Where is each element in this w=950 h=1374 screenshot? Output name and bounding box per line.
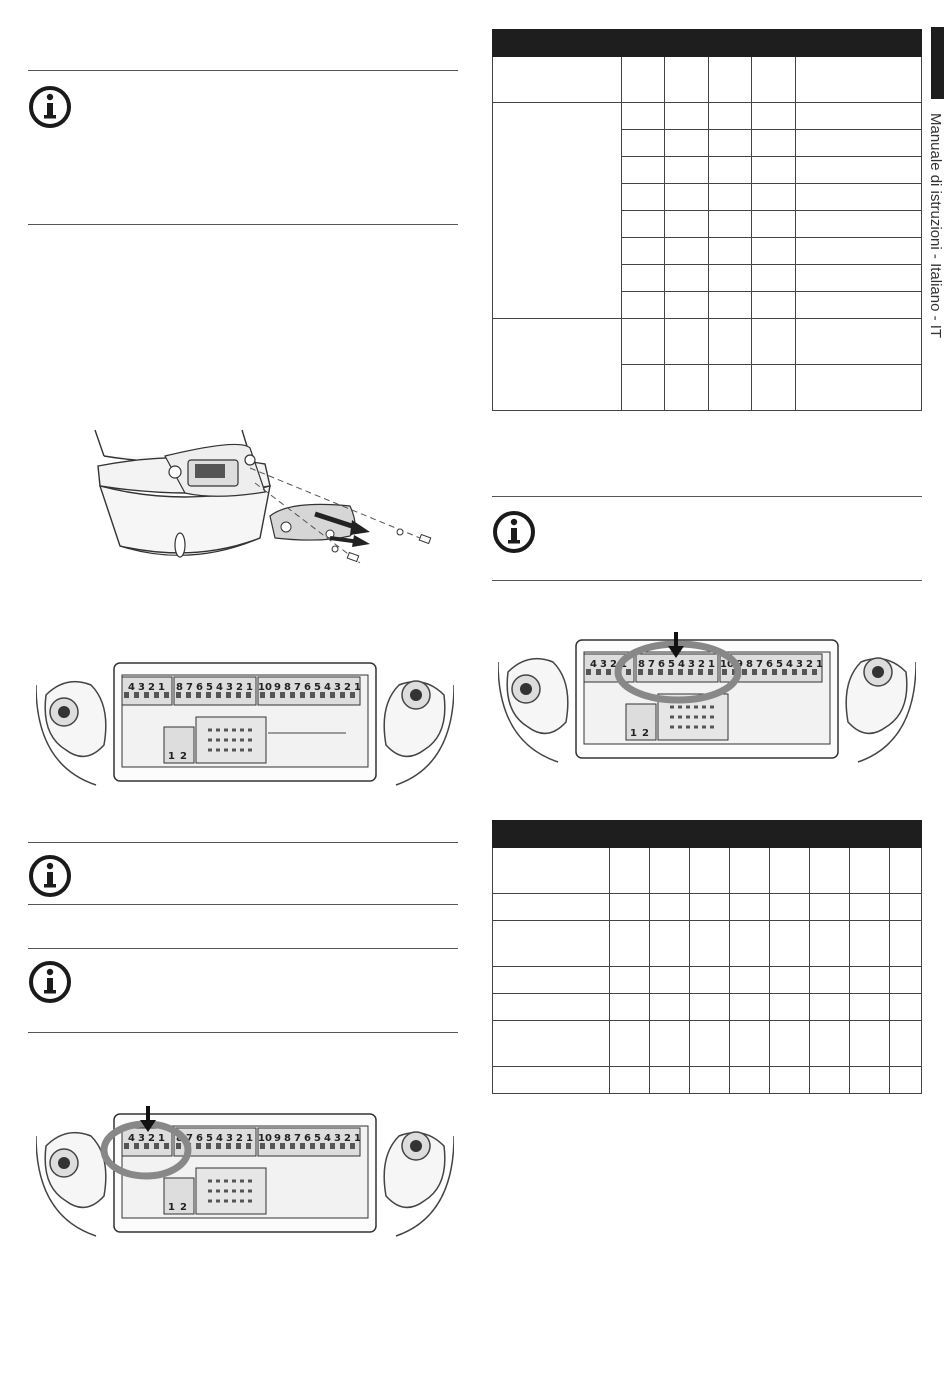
svg-text:8: 8 [638,659,645,670]
svg-text:3: 3 [334,1133,341,1144]
divider [28,1032,458,1033]
connector-board-highlight-sw4-illustration [36,1104,454,1246]
svg-text:5: 5 [776,659,783,670]
svg-text:1: 1 [168,1202,175,1213]
svg-text:7: 7 [186,682,193,693]
svg-text:6: 6 [304,1133,311,1144]
svg-text:9: 9 [736,659,743,670]
info-icon [27,853,73,899]
svg-text:5: 5 [206,682,213,693]
svg-text:1: 1 [246,1133,253,1144]
svg-text:6: 6 [766,659,773,670]
svg-text:7: 7 [294,682,301,693]
svg-text:4: 4 [678,659,685,670]
svg-text:2: 2 [698,659,705,670]
divider [28,948,458,949]
svg-text:4: 4 [128,1133,135,1144]
svg-text:1: 1 [158,682,165,693]
svg-text:5: 5 [668,659,675,670]
svg-text:3: 3 [334,682,341,693]
svg-text:2: 2 [806,659,813,670]
svg-text:4: 4 [786,659,793,670]
dip-switch-10 [258,682,361,693]
svg-text:7: 7 [294,1133,301,1144]
svg-text:8: 8 [176,682,183,693]
svg-text:4: 4 [216,682,223,693]
connector-board-highlight-sw8-illustration [498,630,916,772]
svg-text:1: 1 [354,1133,361,1144]
svg-text:3: 3 [600,659,607,670]
svg-text:2: 2 [236,1133,243,1144]
svg-text:8: 8 [746,659,753,670]
dip-switch-10 [258,1133,361,1144]
divider [28,70,458,71]
info-icon [27,959,73,1005]
svg-text:8: 8 [284,682,291,693]
svg-text:1: 1 [158,1133,165,1144]
svg-text:8: 8 [284,1133,291,1144]
svg-text:3: 3 [226,682,233,693]
svg-text:2: 2 [344,682,351,693]
svg-text:6: 6 [658,659,665,670]
svg-text:1: 1 [630,728,637,739]
svg-text:2: 2 [642,728,649,739]
svg-text:7: 7 [648,659,655,670]
svg-text:5: 5 [314,682,321,693]
svg-text:2: 2 [148,682,155,693]
connector-board-illustration [36,655,454,795]
svg-text:8: 8 [176,1133,183,1144]
divider [492,580,922,581]
info-icon [491,509,537,555]
side-tab-label: Manuale di istruzioni - Italiano - IT [927,113,944,339]
info-icon [27,84,73,130]
svg-text:1: 1 [708,659,715,670]
divider [28,224,458,225]
svg-text:6: 6 [304,682,311,693]
svg-text:4: 4 [216,1133,223,1144]
svg-text:1: 1 [354,682,361,693]
svg-text:2: 2 [236,682,243,693]
svg-text:7: 7 [186,1133,193,1144]
svg-text:1: 1 [816,659,823,670]
svg-text:3: 3 [138,1133,145,1144]
svg-text:1: 1 [168,751,175,762]
table-2 [492,820,922,1094]
svg-text:9: 9 [274,1133,281,1144]
svg-text:9: 9 [274,682,281,693]
svg-text:7: 7 [756,659,763,670]
svg-text:4: 4 [324,1133,331,1144]
section-tab [931,27,944,99]
divider [28,904,458,905]
svg-text:4: 4 [128,682,135,693]
svg-text:1: 1 [246,682,253,693]
svg-text:1: 1 [620,659,627,670]
svg-text:6: 6 [196,682,203,693]
svg-text:4: 4 [324,682,331,693]
svg-text:4: 4 [590,659,597,670]
divider [492,496,922,497]
svg-text:2: 2 [344,1133,351,1144]
svg-text:10: 10 [720,659,734,670]
svg-text:2: 2 [610,659,617,670]
svg-text:3: 3 [226,1133,233,1144]
svg-text:2: 2 [180,1202,187,1213]
divider [28,842,458,843]
svg-text:3: 3 [138,682,145,693]
svg-text:5: 5 [206,1133,213,1144]
table-1 [492,29,922,411]
svg-text:10: 10 [258,682,272,693]
svg-text:2: 2 [180,751,187,762]
svg-text:3: 3 [796,659,803,670]
svg-text:5: 5 [314,1133,321,1144]
svg-text:3: 3 [688,659,695,670]
svg-text:2: 2 [148,1133,155,1144]
svg-text:6: 6 [196,1133,203,1144]
svg-text:10: 10 [258,1133,272,1144]
camera-base-cover-removal-illustration [90,428,450,578]
